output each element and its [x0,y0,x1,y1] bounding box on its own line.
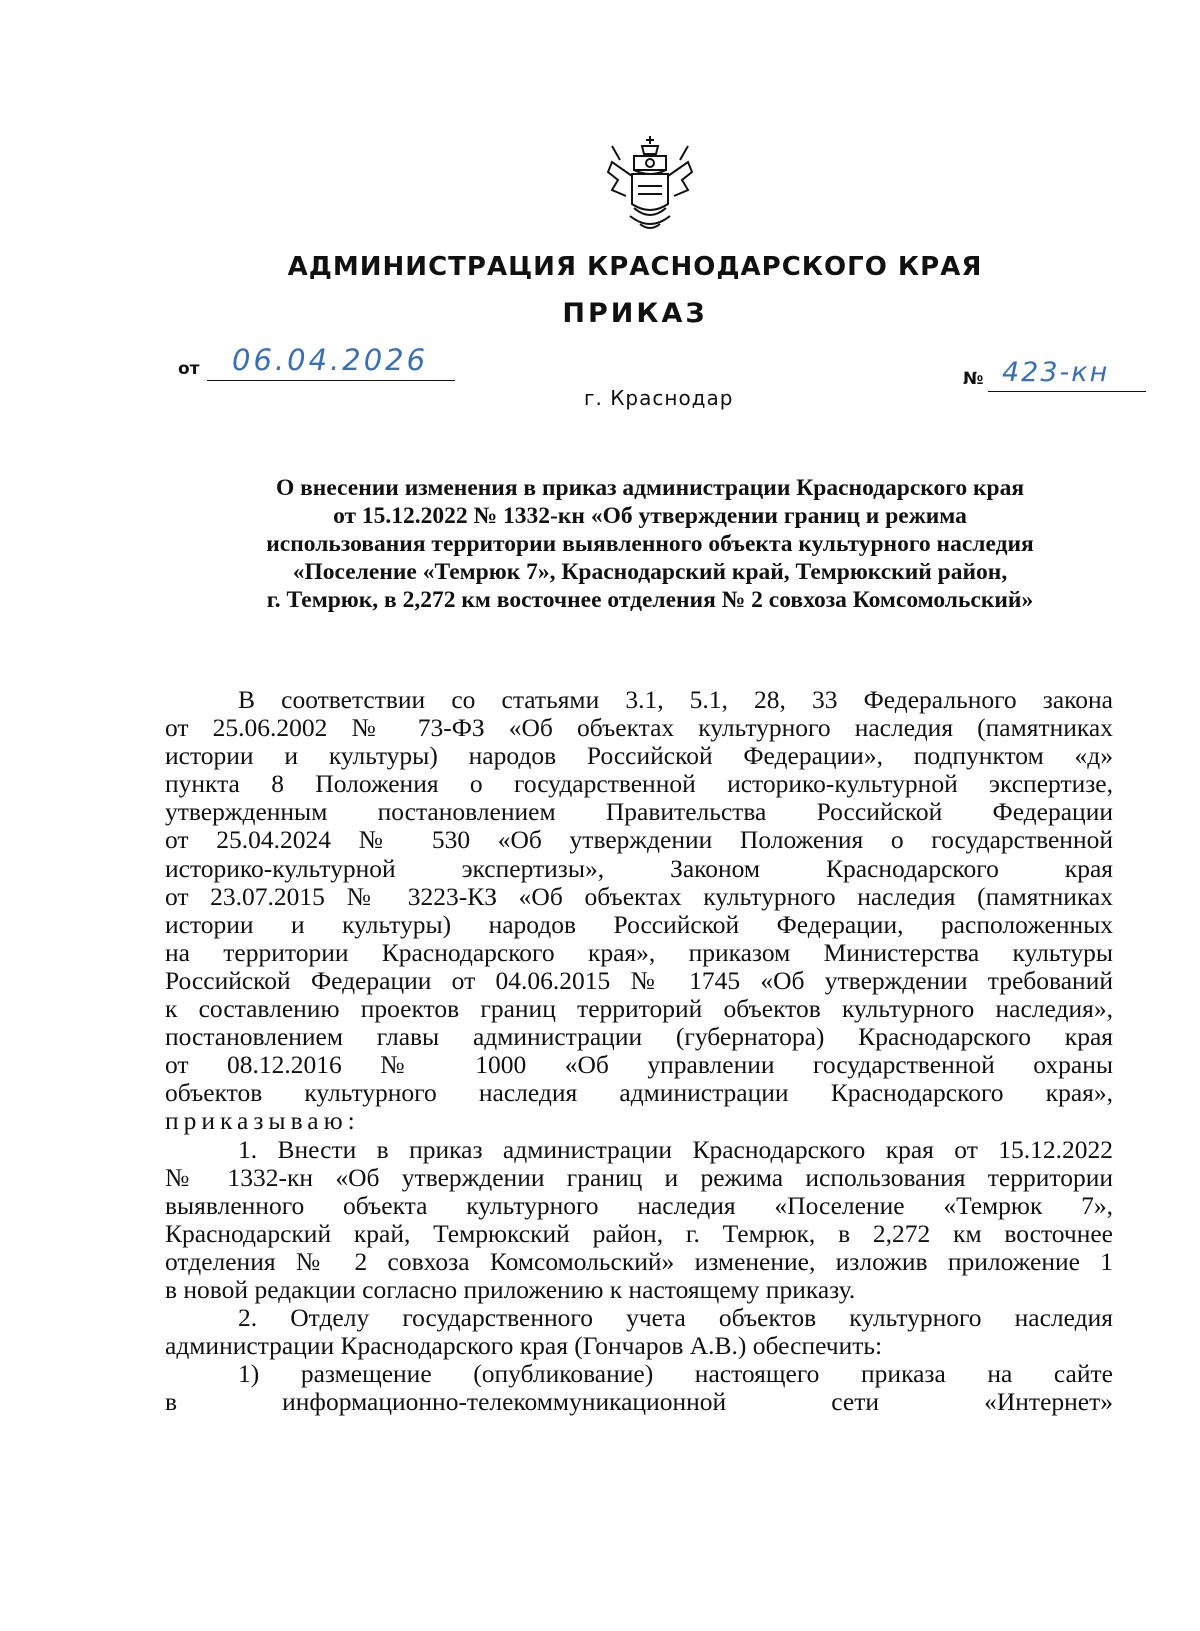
body-line: от 25.06.2002 № 73-ФЗ «Об объектах культурного наследия (памятниках [165,713,1113,743]
coat-of-arms-icon [604,134,696,234]
body-line: 1. Внести в приказ администрации Краснодарского края от 15.12.2022 [238,1134,1113,1164]
body-line: историко-культурной экспертизы», Законом Краснодарского края [165,853,1113,883]
body-line: истории и культуры) народов Российской Федерации», подпунктом «д» [165,741,1113,771]
document-title [170,474,1130,614]
body-line: к составлению проектов границ территорий объектов культурного наследия», [165,994,1113,1024]
body-line: от 25.04.2024 № 530 «Об утверждении Положения о государственной [165,825,1113,855]
body-line: от 08.12.2016 № 1000 «Об управлении государственной охраны [165,1050,1113,1080]
date-underline [207,380,455,381]
body-line: приказываю: [165,1106,360,1136]
title-line: «Поселение «Темрюк 7», Краснодарский край, Темрюкский район, [292,559,1008,585]
body-line: администрации Краснодарского края (Гончаров А.В.) обеспечить: [165,1331,883,1361]
body-line: отделения № 2 совхоза Комсомольский» изменение, изложив приложение 1 [165,1246,1113,1276]
body-line: № 1332-кн «Об утверждении границ и режима использования территории [165,1162,1113,1192]
document-type: ПРИКАЗ [562,298,708,329]
body-line: В соответствии со статьями 3.1, 5.1, 28, 33 Федерального закона [238,685,1113,714]
body-line: постановлением главы администрации (губернатора) Краснодарского края [165,1022,1113,1052]
body-line: пункта 8 Положения о государственной историко-культурной экспертизе, [165,769,1113,799]
title-line: О внесении изменения в приказ администрации Краснодарского края [275,475,1025,501]
title-line: использования территории выявленного объекта культурного наследия [266,531,1034,557]
number-underline [988,391,1146,392]
city: г. Краснодар [584,386,734,410]
body-line: в информационно-телекоммуникационной сети «Интернет» [165,1387,1113,1417]
body-line: истории и культуры) народов Российской Федерации, расположенных [165,909,1113,939]
title-line: от 15.12.2022 № 1332-кн «Об утверждении границ и режима [333,503,967,529]
date-label: от [178,359,200,379]
body-line: Краснодарский край, Темрюкский район, г. Темрюк, в 2,272 км восточнее [165,1218,1113,1248]
body-line: 2. Отделу государственного учета объектов культурного наследия [238,1303,1113,1333]
document-body [165,686,1113,1416]
handwritten-date: 06.04.2026 [232,343,429,377]
body-line: в новой редакции согласно приложению к настоящему приказу. [165,1274,856,1304]
body-line: утвержденным постановлением Правительства Российской Федерации [165,797,1113,827]
body-line: Российской Федерации от 04.06.2015 № 1745 «Об утверждении требований [165,965,1113,995]
handwritten-number: 423-кн [1002,357,1110,388]
title-line: г. Темрюк, в 2,272 км восточнее отделения № 2 совхоза Комсомольский» [266,587,1034,613]
body-line: на территории Краснодарского края», приказом Министерства культуры [165,937,1113,967]
body-line: от 23.07.2015 № 3223-КЗ «Об объектах культурного наследия (памятниках [165,881,1113,911]
body-line: 1) размещение (опубликование) настоящего приказа на сайте [238,1359,1113,1389]
body-line: объектов культурного наследия администрации Краснодарского края», [165,1078,1113,1108]
number-label: № [963,369,984,389]
body-line: выявленного объекта культурного наследия «Поселение «Темрюк 7», [165,1190,1113,1220]
organization-name: АДМИНИСТРАЦИЯ КРАСНОДАРСКОГО КРАЯ [287,252,983,282]
